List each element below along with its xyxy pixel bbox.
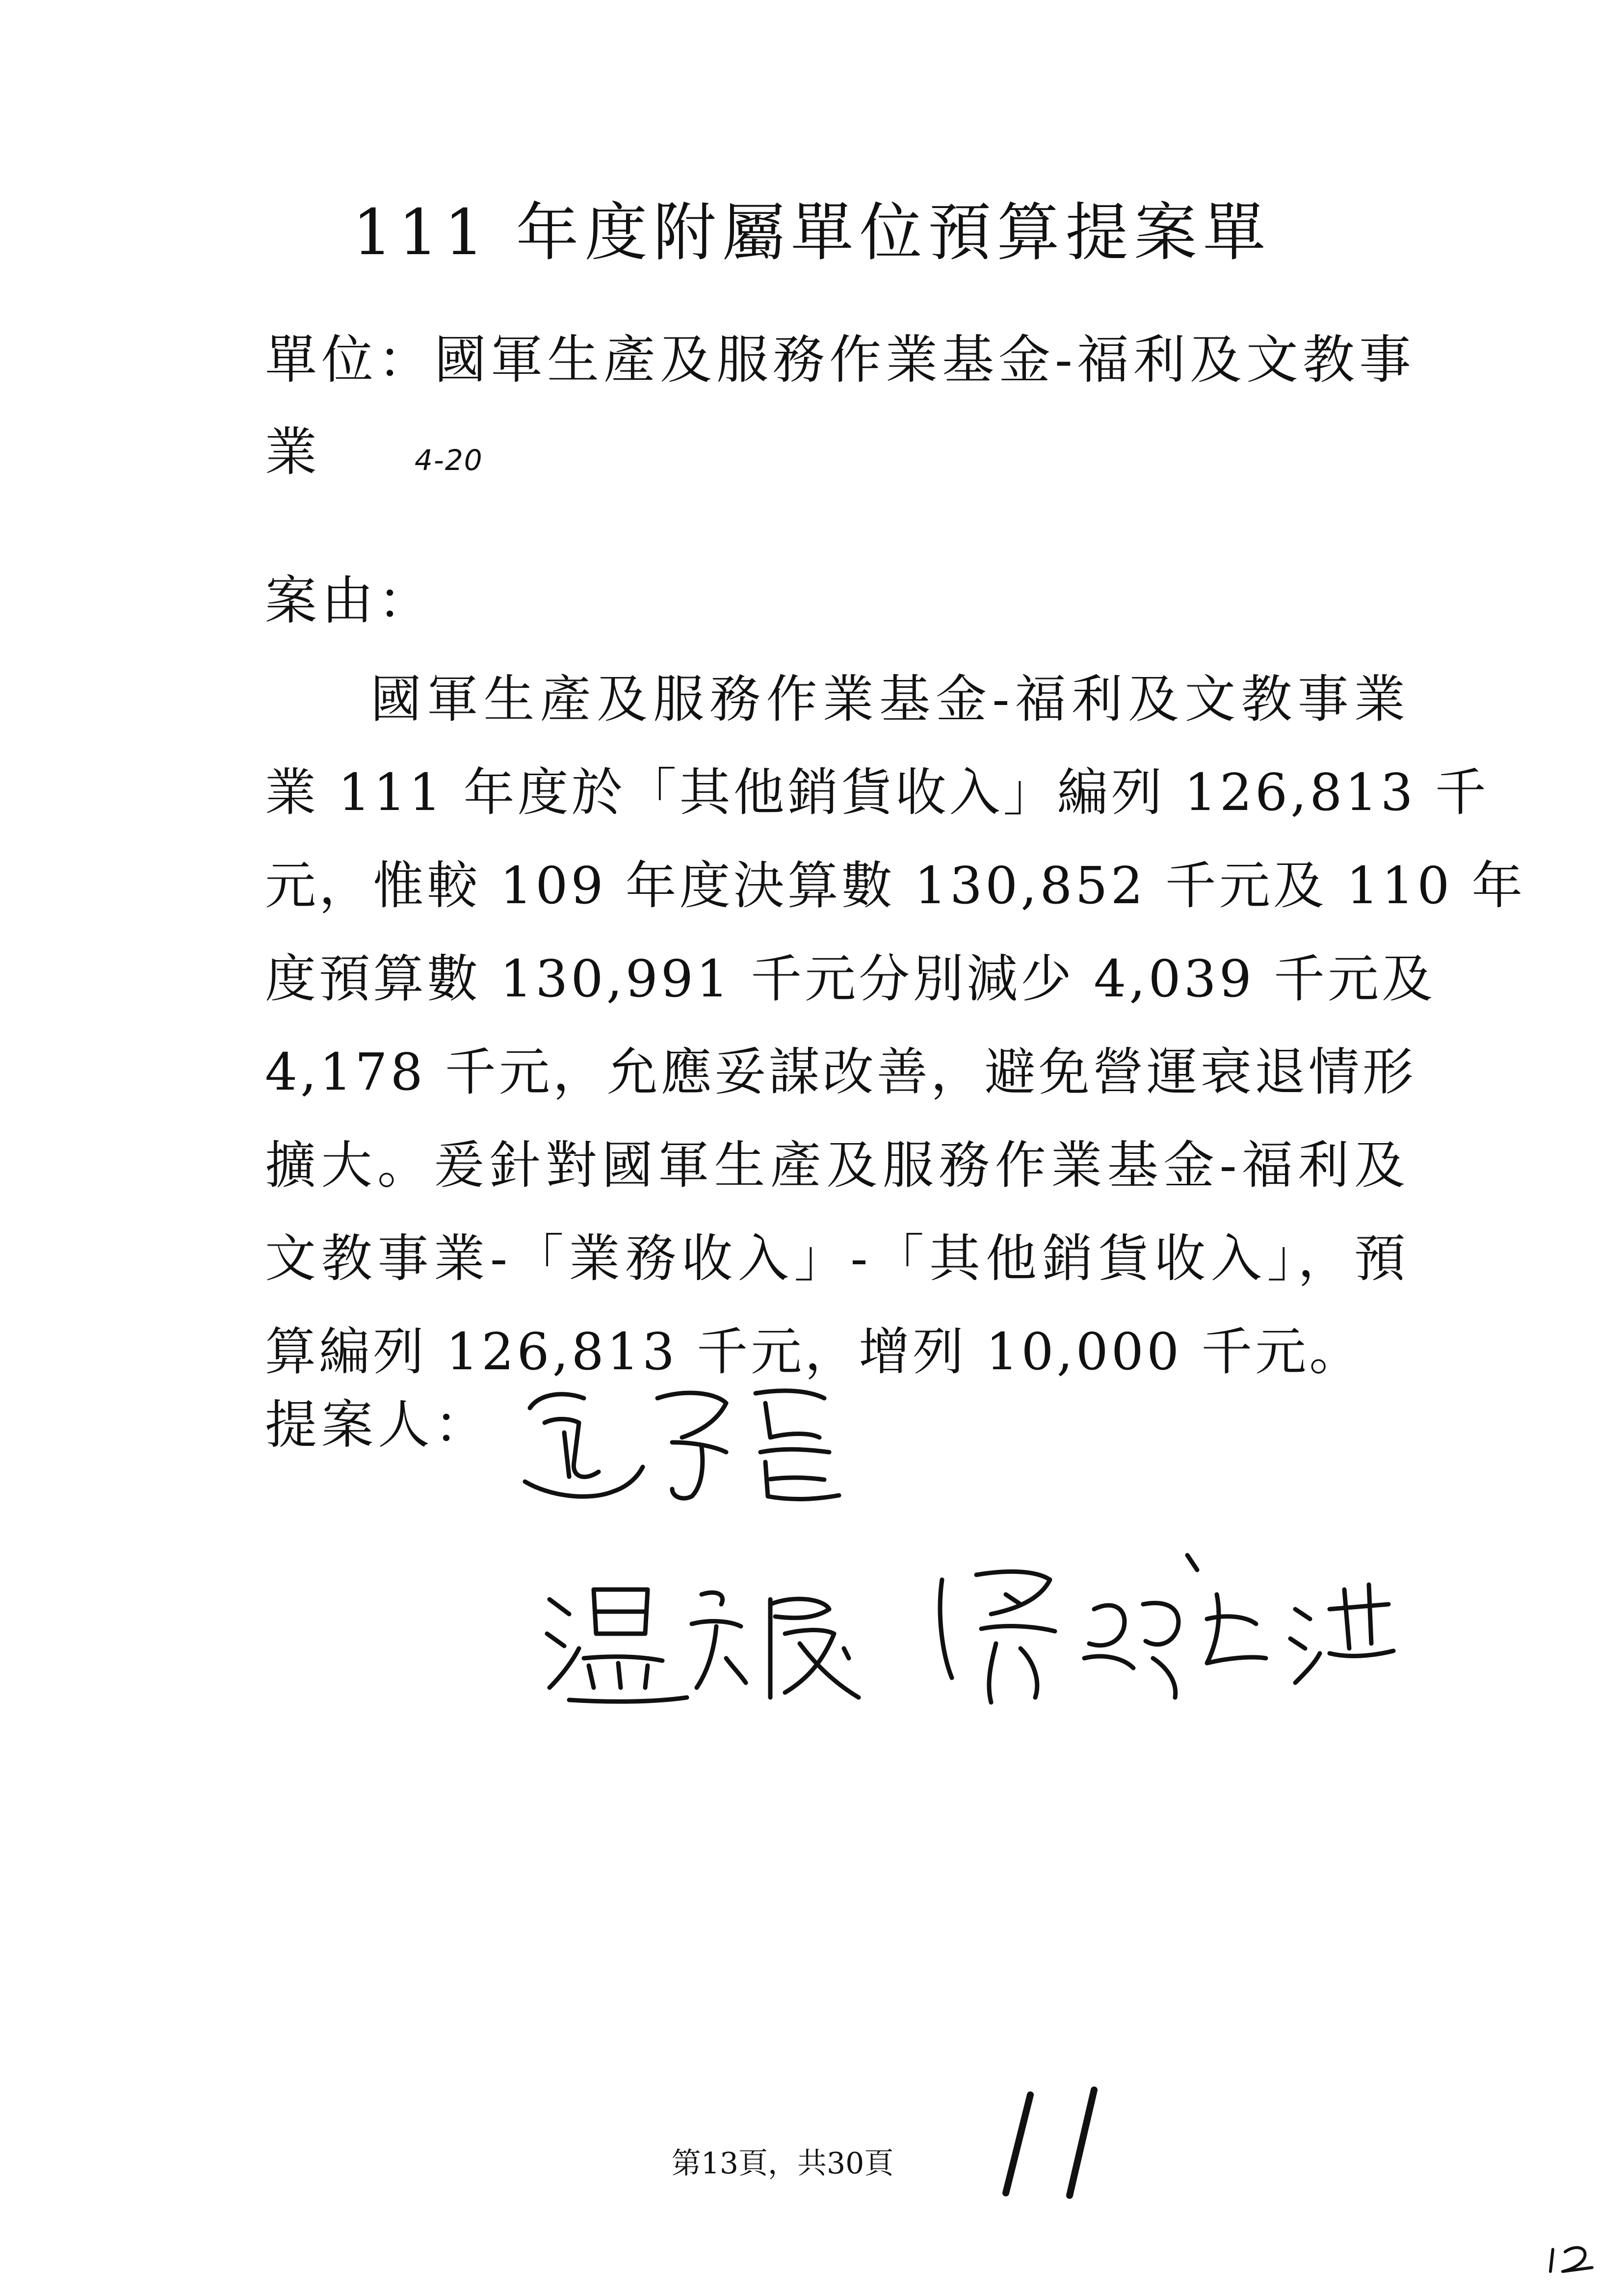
handwritten-corner-mark bbox=[1545, 2237, 1604, 2276]
body-line: 4,178 千元，允應妥謀改善，避免營運衰退情形 bbox=[265, 1042, 1416, 1102]
body-line: 度預算數 130,991 千元分別減少 4,039 千元及 bbox=[265, 949, 1436, 1009]
handwritten-signature-3 bbox=[922, 1536, 1403, 1722]
page-footer: 第13頁，共30頁 bbox=[671, 2146, 894, 2181]
handwritten-signature-2 bbox=[540, 1560, 903, 1722]
document-title: 111 年度附屬單位預算提案單 bbox=[352, 196, 1272, 269]
proposer-label: 提案人： bbox=[265, 1395, 491, 1455]
case-label: 案由： bbox=[265, 571, 434, 631]
body-line: 元，惟較 109 年度決算數 130,852 千元及 110 年 bbox=[265, 856, 1526, 915]
unit-line-2 bbox=[265, 406, 1408, 498]
body-line: 業 111 年度於「其他銷貨收入」編列 126,813 千 bbox=[265, 762, 1489, 822]
unit-block bbox=[265, 314, 1415, 498]
handwritten-unit-note: 4-20 bbox=[415, 444, 483, 477]
body-line: 擴大。爰針對國軍生產及服務作業基金-福利及 bbox=[265, 1135, 1408, 1195]
body-line: 文教事業-「業務收入」-「其他銷貨收入」，預 bbox=[265, 1228, 1408, 1288]
body-line: 國軍生產及服務作業基金-福利及文教事業 bbox=[370, 669, 1408, 729]
unit-line-2-text: 業 bbox=[265, 422, 321, 482]
body-line: 算編列 126,813 千元，增列 10,000 千元。 bbox=[265, 1322, 1363, 1382]
handwritten-page-mark bbox=[986, 2080, 1114, 2208]
case-body bbox=[265, 652, 1526, 1398]
unit-line-1: 單位：國軍生產及服務作業基金-福利及文教事 bbox=[265, 330, 1415, 390]
handwritten-signature-1 bbox=[510, 1364, 864, 1526]
